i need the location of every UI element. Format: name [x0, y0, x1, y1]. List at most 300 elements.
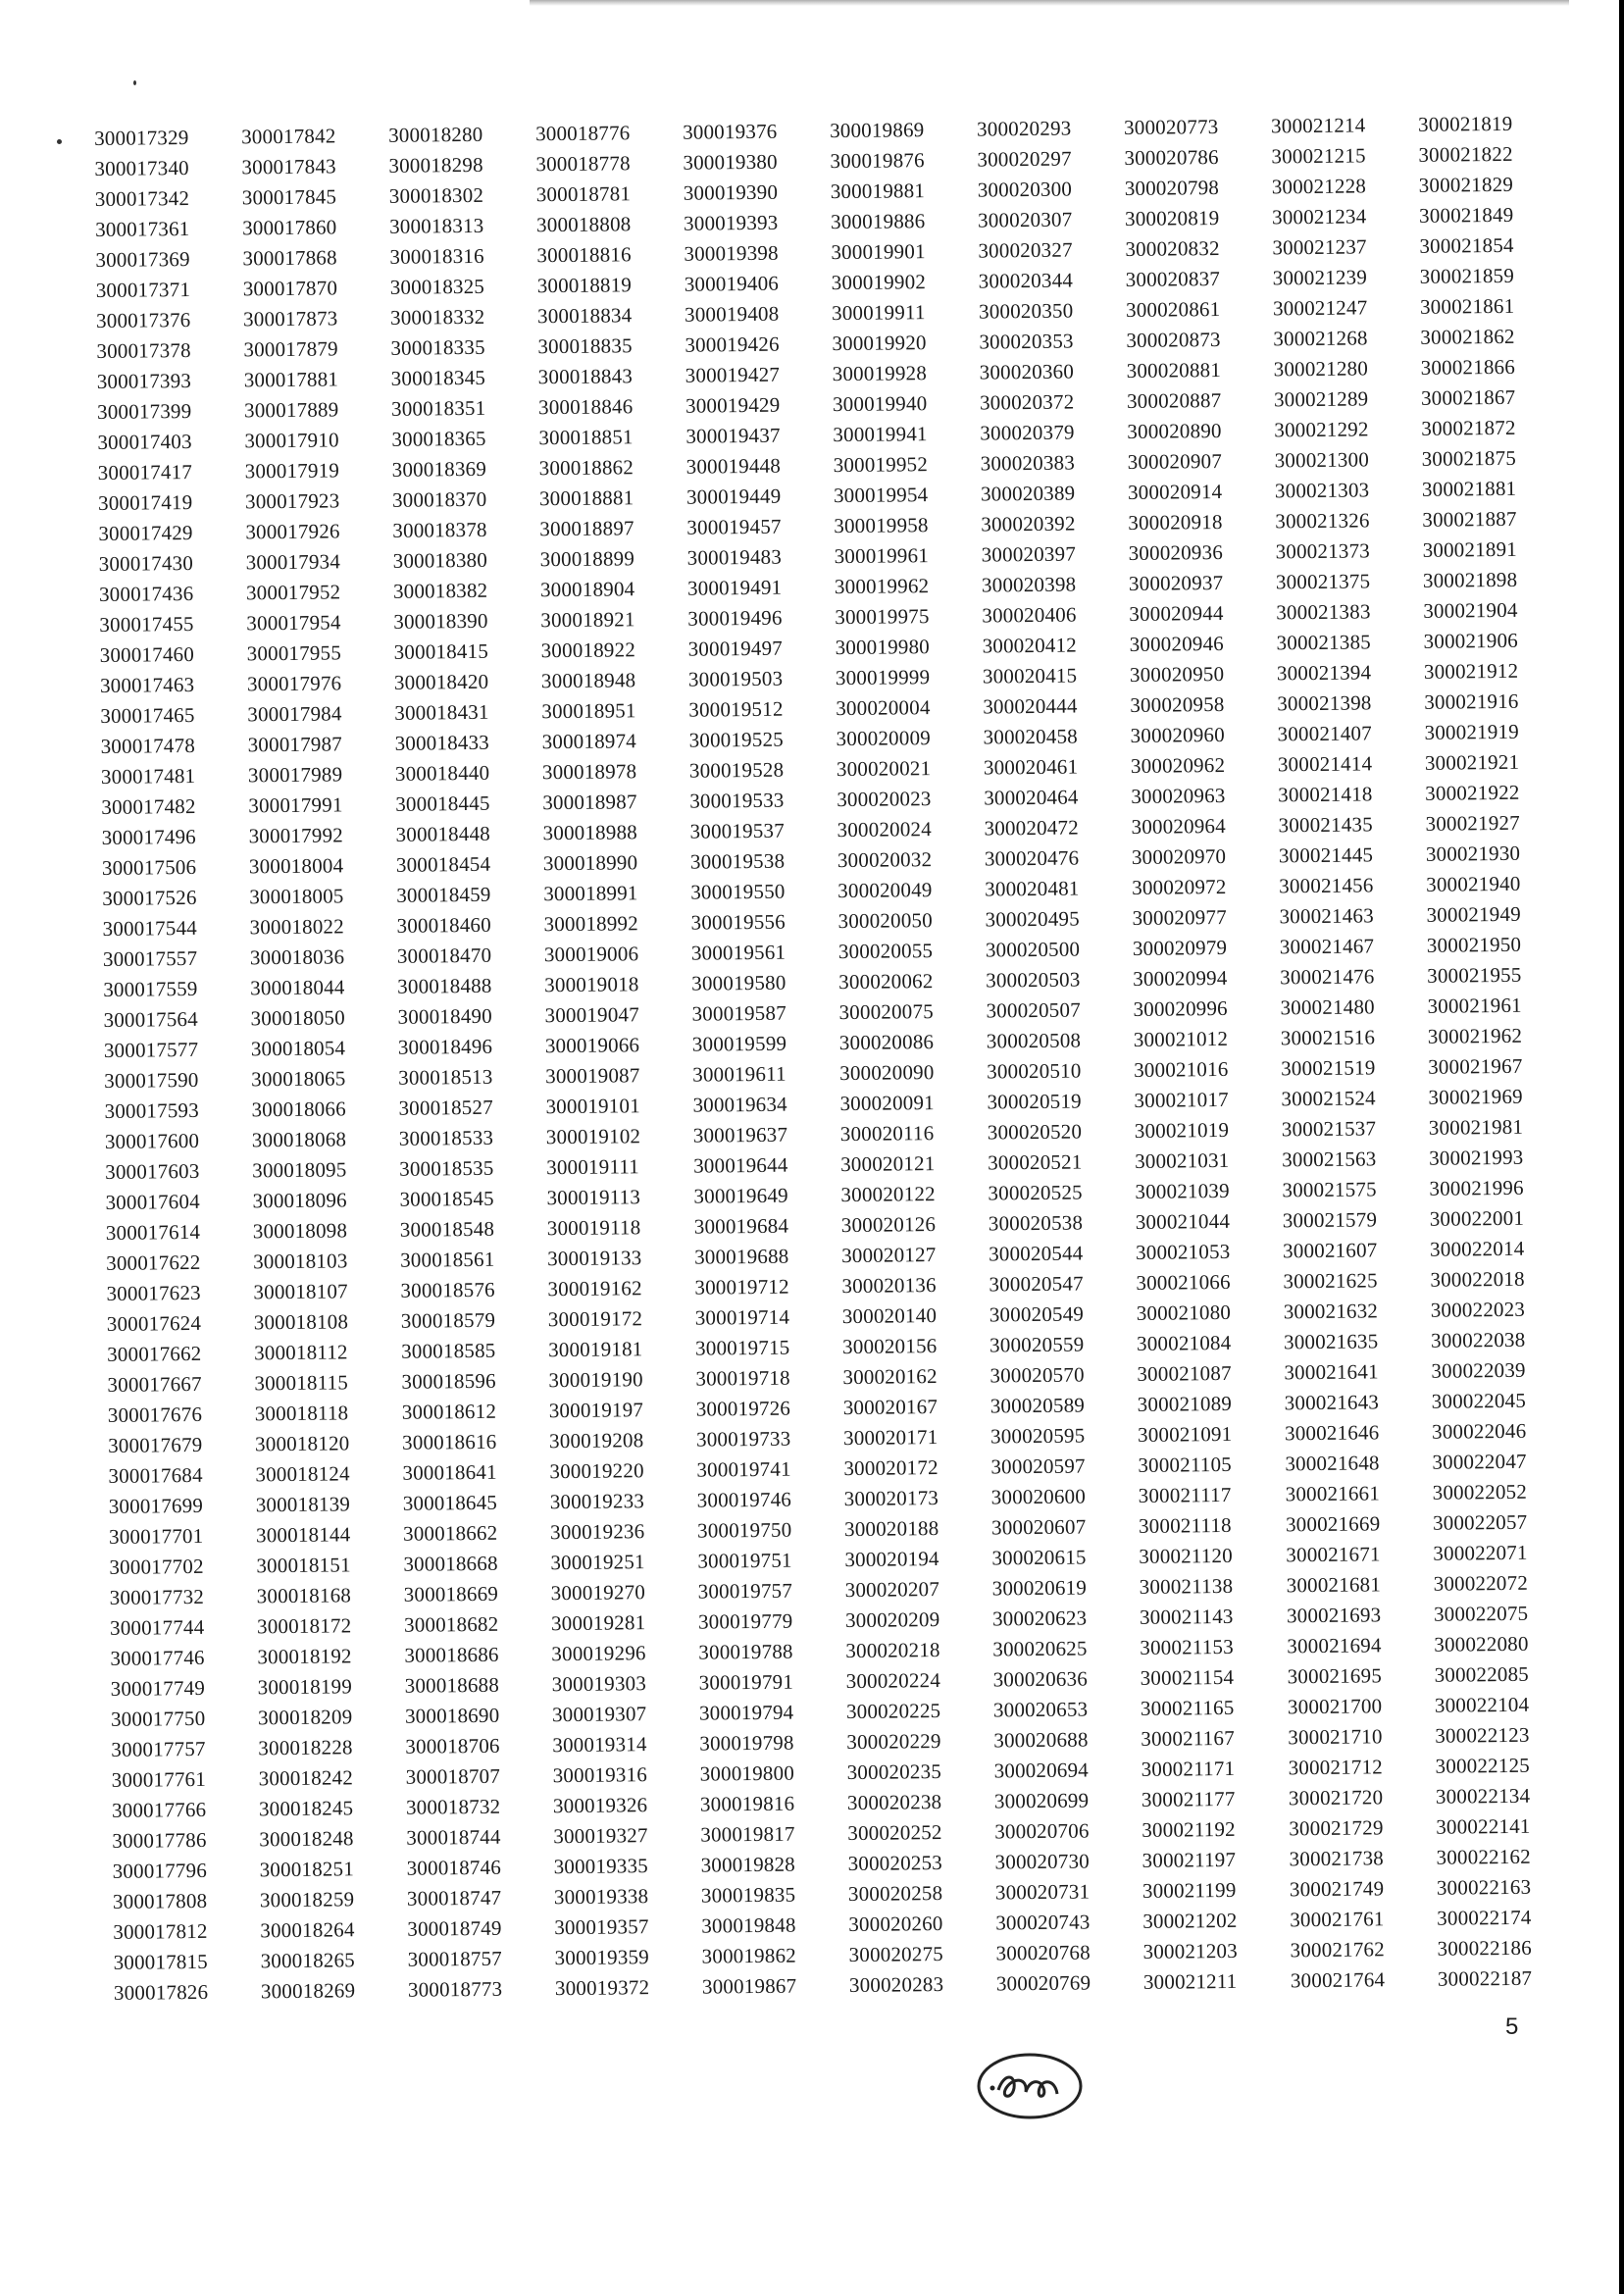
roll-number-cell: 300021197 — [1142, 1847, 1237, 1872]
roll-number-cell: 300020996 — [1133, 995, 1228, 1021]
roll-number-cell: 300020887 — [1126, 387, 1222, 413]
roll-number-cell: 300019066 — [544, 1033, 640, 1058]
roll-number-cell: 300021712 — [1288, 1755, 1384, 1780]
roll-number-cell: 300017992 — [248, 823, 344, 848]
roll-number-cell: 300021887 — [1422, 506, 1517, 532]
roll-number-cell: 300021537 — [1281, 1116, 1377, 1142]
roll-number-cell: 300020972 — [1132, 874, 1227, 899]
roll-number-cell: 300019958 — [834, 513, 929, 538]
roll-number-cell: 300019497 — [687, 636, 784, 661]
roll-number-cell: 300017991 — [248, 792, 343, 818]
roll-number-cell: 300018269 — [260, 1978, 356, 2004]
roll-number-cell: 300021211 — [1142, 1968, 1238, 1994]
roll-number-cell: 300020946 — [1129, 631, 1225, 656]
roll-number-cell: 300018744 — [406, 1824, 501, 1850]
roll-number-cell: 300019886 — [830, 209, 926, 234]
roll-number-cell: 300020819 — [1124, 205, 1220, 230]
roll-number-cell: 300020625 — [992, 1636, 1088, 1661]
roll-number-cell: 300018420 — [393, 669, 489, 694]
roll-number-cell: 300021407 — [1277, 721, 1373, 746]
roll-number-cell: 300020597 — [990, 1453, 1086, 1479]
roll-number-cell: 300017746 — [110, 1645, 205, 1670]
roll-number-cell: 300022038 — [1430, 1327, 1526, 1352]
roll-number-cell: 300017369 — [95, 246, 190, 272]
roll-number-cell: 300022085 — [1434, 1661, 1530, 1687]
roll-number-cell: 300020472 — [984, 815, 1080, 841]
roll-number-cell: 300017662 — [107, 1341, 202, 1366]
roll-number-cell: 300018022 — [249, 914, 345, 940]
roll-number-cell: 300021117 — [1138, 1482, 1232, 1507]
roll-number-cell: 300018948 — [540, 668, 636, 693]
roll-number-cell: 300019954 — [833, 483, 929, 508]
table-column — [94, 122, 261, 2008]
roll-number-cell: 300020116 — [839, 1121, 935, 1147]
roll-number-cell: 300020021 — [836, 756, 932, 782]
roll-number-cell: 300019611 — [692, 1061, 787, 1087]
roll-number-cell: 300018251 — [259, 1857, 355, 1882]
roll-number-cell: 300021480 — [1280, 994, 1375, 1020]
roll-number-cell: 300021031 — [1135, 1147, 1230, 1173]
roll-number-cell: 300020769 — [995, 1970, 1091, 1996]
roll-number-cell: 300020706 — [994, 1818, 1090, 1844]
roll-number-cell: 300017371 — [95, 277, 191, 302]
roll-number-cell: 300022174 — [1437, 1905, 1532, 1930]
roll-number-cell: 300019644 — [693, 1152, 788, 1178]
roll-number-cell: 300020260 — [848, 1912, 943, 1937]
roll-number-cell: 300018365 — [391, 426, 486, 451]
roll-number-cell: 300020075 — [838, 999, 934, 1025]
roll-number-cell: 300017393 — [96, 368, 192, 393]
roll-number-cell: 300020156 — [841, 1334, 938, 1359]
roll-number-cell: 300017879 — [243, 336, 338, 362]
roll-number-cell: 300017926 — [245, 519, 340, 544]
roll-number-cell: 300018470 — [396, 943, 492, 968]
roll-number-cell: 300019118 — [546, 1215, 641, 1241]
roll-number-cell: 300018561 — [400, 1247, 495, 1272]
roll-number-cell: 300017455 — [99, 611, 194, 637]
roll-number-cell: 300019788 — [698, 1639, 793, 1664]
roll-number-cell: 300018616 — [401, 1429, 497, 1454]
roll-number-cell: 300021524 — [1281, 1086, 1376, 1111]
roll-number-cell: 300020049 — [837, 878, 933, 903]
roll-number-cell: 300020615 — [991, 1545, 1087, 1570]
roll-number-cell: 300017955 — [246, 640, 342, 666]
roll-number-cell: 300021906 — [1423, 628, 1519, 653]
roll-number-cell: 300020188 — [843, 1516, 939, 1542]
roll-number-cell: 300019006 — [543, 942, 639, 967]
roll-number-cell: 300020549 — [989, 1301, 1085, 1327]
roll-number-cell: 300020773 — [1123, 114, 1219, 140]
roll-number-cell: 300019296 — [551, 1641, 646, 1666]
roll-number-cell: 300021930 — [1425, 841, 1521, 866]
roll-number-cell: 300020389 — [980, 481, 1076, 506]
roll-number-cell: 300019901 — [831, 239, 926, 265]
roll-number-cell: 300019999 — [835, 665, 931, 690]
roll-number-cell: 300018302 — [388, 182, 484, 208]
roll-number-cell: 300018098 — [252, 1218, 348, 1244]
roll-number-cell: 300017796 — [112, 1858, 208, 1883]
roll-number-cell: 300020970 — [1131, 843, 1227, 869]
roll-number-cell: 300019817 — [700, 1821, 795, 1847]
roll-number-cell: 300018862 — [538, 455, 634, 481]
roll-number-cell: 300017590 — [104, 1067, 199, 1093]
roll-number-cell: 300018144 — [255, 1522, 351, 1548]
roll-number-cell: 300022052 — [1432, 1479, 1528, 1504]
roll-number-cell: 300021066 — [1136, 1269, 1231, 1295]
roll-number-cell: 300018107 — [253, 1279, 348, 1304]
roll-number-cell: 300021153 — [1140, 1634, 1234, 1659]
roll-number-cell: 300019496 — [687, 605, 783, 631]
roll-number-cell: 300021292 — [1274, 417, 1369, 442]
roll-number-cell: 300018834 — [536, 303, 633, 329]
roll-number-cell: 300019393 — [683, 210, 779, 235]
roll-number-cell: 300022187 — [1437, 1965, 1533, 1991]
roll-number-cell: 300017815 — [113, 1949, 209, 1974]
roll-number-cell: 300021762 — [1290, 1937, 1386, 1963]
roll-number-cell: 300019457 — [686, 514, 782, 539]
roll-number-cell: 300018612 — [401, 1399, 497, 1424]
roll-number-cell: 300017624 — [106, 1310, 202, 1336]
roll-number-cell: 300021891 — [1422, 536, 1518, 562]
roll-number-cell: 300019491 — [686, 575, 783, 600]
roll-number-cell: 300018120 — [254, 1431, 350, 1456]
roll-number-cell: 300022047 — [1432, 1449, 1527, 1474]
roll-number-cell: 300021215 — [1271, 143, 1366, 169]
roll-number-cell: 300021819 — [1417, 111, 1513, 136]
roll-number-cell: 300019326 — [552, 1793, 648, 1818]
roll-number-cell: 300021398 — [1277, 690, 1372, 716]
roll-number-cell: 300020653 — [992, 1697, 1089, 1722]
roll-number-cell: 300019561 — [690, 940, 787, 965]
roll-number-cell: 300021080 — [1136, 1300, 1232, 1325]
roll-number-cell: 300022045 — [1431, 1388, 1527, 1413]
roll-number-cell: 300017481 — [100, 763, 196, 789]
roll-number-cell: 300018749 — [407, 1915, 502, 1941]
roll-number-cell: 300018065 — [251, 1066, 346, 1092]
roll-number-cell: 300017826 — [113, 1979, 209, 2005]
roll-number-cell: 300020464 — [984, 785, 1079, 810]
roll-number-cell: 300019800 — [699, 1760, 795, 1786]
roll-number-cell: 300021247 — [1272, 295, 1368, 321]
roll-number-cell: 300020383 — [980, 450, 1076, 476]
roll-number-cell: 300018151 — [256, 1553, 351, 1578]
roll-number-cell: 300019047 — [544, 1002, 639, 1028]
roll-number-cell: 300021648 — [1285, 1451, 1380, 1476]
roll-number-cell: 300021829 — [1418, 172, 1514, 197]
roll-number-cell: 300018781 — [535, 181, 632, 207]
roll-number-cell: 300020937 — [1128, 570, 1224, 595]
table-column — [388, 119, 555, 2005]
roll-number-cell: 300017873 — [242, 306, 338, 331]
roll-number-cell: 300021669 — [1285, 1511, 1381, 1537]
roll-number-cell: 300017436 — [98, 581, 194, 606]
roll-number-cell: 300020392 — [981, 511, 1076, 536]
roll-number-cell: 300018118 — [254, 1401, 349, 1426]
roll-number-cell: 300022075 — [1433, 1601, 1529, 1626]
roll-number-cell: 300021967 — [1428, 1053, 1523, 1079]
roll-number-cell: 300021234 — [1271, 204, 1367, 229]
roll-number-cell: 300021017 — [1134, 1087, 1229, 1112]
roll-number-cell: 300020936 — [1128, 539, 1224, 565]
roll-number-cell: 300017954 — [246, 610, 341, 636]
roll-number-cell: 300017702 — [109, 1554, 204, 1579]
roll-number-cell: 300020307 — [977, 207, 1073, 232]
roll-number-cell: 300017430 — [98, 550, 194, 576]
roll-number-cell: 300018068 — [251, 1127, 347, 1152]
roll-number-cell: 300018332 — [389, 304, 485, 330]
roll-number-cell: 300019741 — [696, 1456, 791, 1482]
roll-number-cell: 300020004 — [836, 695, 931, 721]
roll-number-cell: 300021171 — [1141, 1756, 1236, 1781]
roll-number-cell: 300018645 — [402, 1490, 498, 1515]
roll-number-cell: 300017478 — [100, 733, 196, 758]
roll-number-cell: 300021854 — [1419, 232, 1514, 258]
table-column — [683, 116, 849, 2002]
roll-number-cell: 300020979 — [1132, 935, 1228, 960]
roll-number-cell: 300020881 — [1126, 357, 1222, 382]
roll-number-cell: 300020224 — [845, 1668, 941, 1694]
roll-number-cell: 300021300 — [1274, 447, 1370, 473]
roll-number-cell: 300020360 — [979, 359, 1075, 384]
roll-number-cell: 300018987 — [542, 790, 637, 815]
roll-number-cell: 300021729 — [1289, 1815, 1384, 1841]
roll-number-cell: 300020873 — [1126, 327, 1221, 352]
roll-number-cell: 300019941 — [833, 422, 928, 447]
roll-number-cell: 300020252 — [847, 1820, 942, 1846]
roll-number-cell: 300020207 — [844, 1577, 940, 1603]
roll-number-cell: 300018370 — [391, 486, 487, 512]
roll-number-cell: 300020032 — [837, 847, 933, 873]
roll-number-cell: 300021463 — [1279, 903, 1374, 929]
roll-number-cell: 300017600 — [104, 1128, 200, 1153]
roll-number-cell: 300017593 — [104, 1097, 199, 1123]
roll-number-cell: 300021228 — [1271, 174, 1367, 199]
roll-number-cell: 300019018 — [544, 972, 639, 997]
signature-stamp-icon — [971, 2045, 1087, 2123]
roll-number-cell: 300018488 — [397, 973, 492, 998]
roll-number-cell: 300017603 — [105, 1158, 200, 1184]
roll-number-cell: 300017889 — [243, 397, 339, 423]
stray-mark — [133, 80, 136, 85]
roll-number-cell: 300019437 — [685, 423, 781, 448]
roll-number-cell: 300019236 — [549, 1519, 645, 1545]
roll-number-cell: 300021700 — [1287, 1694, 1383, 1719]
roll-number-cell: 300020397 — [981, 541, 1077, 567]
roll-number-cell: 300017757 — [111, 1736, 206, 1761]
roll-number-cell: 300018669 — [403, 1581, 499, 1606]
roll-number-cell: 300021904 — [1423, 597, 1518, 623]
roll-number-cell: 300019303 — [551, 1671, 647, 1697]
roll-number-cell: 300021435 — [1278, 812, 1373, 838]
roll-number-cell: 300018335 — [390, 334, 485, 360]
roll-number-cell: 300021646 — [1284, 1420, 1380, 1446]
roll-number-cell: 300018259 — [259, 1887, 355, 1912]
roll-number-cell: 300019533 — [689, 788, 785, 813]
roll-number-cell: 300020275 — [848, 1942, 944, 1967]
roll-number-cell: 300021969 — [1428, 1084, 1523, 1109]
roll-number-cell: 300021921 — [1424, 749, 1520, 775]
roll-number-cell: 300020086 — [838, 1030, 935, 1055]
roll-number-cell: 300018390 — [393, 608, 488, 634]
roll-number-cell: 300017623 — [106, 1280, 201, 1305]
roll-number-cell: 300018103 — [253, 1249, 348, 1274]
roll-number-cell: 300020218 — [845, 1638, 940, 1663]
roll-number-cell: 300017812 — [113, 1918, 208, 1944]
roll-number-cell: 300019791 — [698, 1669, 794, 1695]
roll-number-cell: 300018248 — [259, 1826, 354, 1852]
roll-number-cell: 300018682 — [403, 1611, 499, 1637]
roll-number-cell: 300021154 — [1140, 1664, 1235, 1690]
roll-number-cell: 300020907 — [1127, 448, 1223, 474]
roll-number-cell: 300020520 — [987, 1119, 1083, 1145]
roll-number-cell: 300021199 — [1142, 1877, 1237, 1903]
roll-number-cell: 300021467 — [1279, 934, 1375, 959]
roll-number-cell: 300020964 — [1131, 813, 1226, 839]
roll-number-cell: 300020914 — [1127, 479, 1223, 504]
roll-number-cell: 300018378 — [392, 517, 487, 542]
roll-number-cell: 300019835 — [700, 1882, 796, 1908]
roll-number-cell: 300020090 — [839, 1060, 935, 1086]
roll-number-cell: 300017701 — [108, 1523, 204, 1549]
roll-number-cell: 300020297 — [977, 146, 1072, 172]
roll-number-cell: 300022134 — [1435, 1783, 1531, 1809]
roll-number-cell: 300021710 — [1288, 1724, 1383, 1750]
roll-number-cell: 300018846 — [537, 394, 634, 420]
roll-number-cell: 300021764 — [1290, 1967, 1386, 1993]
roll-number-cell: 300017329 — [94, 125, 189, 150]
table-column — [977, 113, 1143, 1999]
roll-number-cell: 300020235 — [846, 1759, 942, 1785]
roll-number-cell: 300020009 — [836, 726, 932, 751]
roll-number-cell: 300017860 — [241, 215, 337, 240]
roll-number-cell: 300019556 — [690, 909, 786, 935]
roll-number-cell: 300021476 — [1280, 964, 1375, 990]
roll-number-cell: 300020412 — [982, 633, 1078, 658]
roll-number-cell: 300018688 — [404, 1672, 500, 1698]
roll-number-cell: 300019649 — [693, 1183, 788, 1208]
roll-number-cell: 300020023 — [837, 787, 932, 812]
roll-number-cell: 300018005 — [249, 884, 344, 909]
roll-number-cell: 300019181 — [547, 1337, 643, 1362]
roll-number-cell: 300020050 — [837, 908, 933, 934]
roll-number-cell: 300018596 — [401, 1368, 496, 1394]
roll-number-cell: 300021950 — [1426, 932, 1522, 957]
roll-number-cell: 300017460 — [99, 641, 195, 667]
roll-number-cell: 300021118 — [1138, 1512, 1232, 1538]
roll-number-cell: 300020495 — [985, 906, 1080, 932]
roll-number-cell: 300021822 — [1418, 141, 1513, 167]
roll-number-cell: 300020730 — [994, 1849, 1091, 1874]
roll-number-cell: 300018112 — [254, 1340, 348, 1365]
roll-number-cell: 300018431 — [394, 699, 489, 725]
roll-number-cell: 300018209 — [257, 1705, 353, 1730]
roll-number-cell: 300019714 — [694, 1304, 790, 1330]
roll-number-cell: 300020731 — [994, 1879, 1091, 1905]
roll-number-cell: 300017679 — [107, 1432, 203, 1457]
roll-number-cell: 300020091 — [839, 1091, 935, 1116]
roll-number-cell: 300017378 — [96, 337, 191, 363]
roll-number-cell: 300017403 — [97, 429, 192, 454]
roll-number-cell: 300021091 — [1137, 1421, 1233, 1447]
roll-number-cell: 300021177 — [1141, 1786, 1236, 1811]
roll-number-cell: 300018228 — [258, 1735, 353, 1760]
roll-number-cell: 300019637 — [692, 1122, 788, 1147]
roll-number-cell: 300020963 — [1131, 783, 1226, 808]
roll-number-cell: 300019376 — [682, 119, 778, 144]
roll-number-cell: 300021516 — [1280, 1025, 1376, 1050]
roll-number-cell: 300018533 — [398, 1125, 494, 1150]
roll-number-cell: 300018459 — [396, 882, 491, 907]
roll-number-cell: 300020525 — [988, 1180, 1083, 1205]
roll-number-cell: 300020595 — [990, 1423, 1086, 1449]
roll-number-cell: 300022163 — [1436, 1874, 1532, 1900]
roll-number-cell: 300019726 — [695, 1396, 791, 1421]
roll-number-cell: 300020977 — [1132, 904, 1227, 930]
roll-number-cell: 300020798 — [1124, 175, 1220, 200]
roll-number-cell: 300021105 — [1138, 1452, 1233, 1477]
roll-number-cell: 300021563 — [1282, 1147, 1377, 1172]
roll-number-cell: 300021418 — [1278, 782, 1373, 807]
roll-number-cell: 300022080 — [1434, 1631, 1529, 1657]
roll-number-cell: 300018899 — [539, 546, 635, 572]
roll-number-cell: 300020890 — [1127, 418, 1222, 443]
roll-number-cell: 300022072 — [1433, 1570, 1529, 1596]
roll-number-cell: 300017429 — [98, 520, 193, 545]
roll-number-cell: 300018835 — [537, 333, 633, 359]
roll-number-cell: 300019429 — [685, 392, 781, 418]
roll-number-cell: 300018369 — [391, 456, 487, 482]
roll-number-cell: 300020171 — [842, 1425, 939, 1451]
roll-number-cell: 300021012 — [1133, 1026, 1229, 1051]
roll-number-cell: 300019316 — [552, 1762, 648, 1788]
roll-number-cell: 300021289 — [1273, 386, 1369, 412]
roll-number-cell: 300018448 — [395, 821, 491, 846]
roll-number-cell: 300017506 — [101, 854, 197, 880]
roll-number-cell: 300019101 — [545, 1094, 640, 1119]
roll-number-cell: 300021625 — [1283, 1268, 1378, 1294]
roll-number-cell: 300021693 — [1286, 1603, 1382, 1628]
roll-number-cell: 300020173 — [843, 1486, 939, 1511]
roll-number-cell: 300018686 — [404, 1642, 499, 1667]
roll-number-cell: 300018264 — [260, 1917, 355, 1943]
roll-number-cell: 300019975 — [835, 604, 930, 630]
roll-number-cell: 300019525 — [688, 727, 785, 752]
roll-number-cell: 300020519 — [987, 1089, 1082, 1114]
roll-number-cell: 300020694 — [993, 1758, 1090, 1783]
roll-number-cell: 300019220 — [549, 1458, 644, 1484]
roll-number-cell: 300020559 — [989, 1332, 1085, 1357]
roll-number-cell: 300017881 — [243, 367, 339, 392]
roll-number-cell: 300022125 — [1435, 1753, 1531, 1778]
roll-number-cell: 300019867 — [701, 1973, 797, 1999]
roll-number-cell: 300019113 — [546, 1185, 641, 1210]
roll-number-cell: 300018527 — [398, 1095, 493, 1120]
roll-number-cell: 300017766 — [111, 1797, 207, 1822]
roll-number-cell: 300021165 — [1140, 1695, 1235, 1720]
roll-number-cell: 300020507 — [986, 997, 1081, 1023]
roll-number-cell: 300019314 — [552, 1732, 647, 1758]
roll-number-cell: 300020167 — [842, 1395, 939, 1420]
roll-number-cell: 300020283 — [848, 1972, 944, 1998]
roll-number-cell: 300018490 — [397, 1003, 492, 1029]
roll-number-cell: 300021143 — [1139, 1604, 1234, 1629]
roll-number-cell: 300019359 — [554, 1945, 650, 1970]
roll-number-cell: 300020253 — [847, 1851, 943, 1876]
roll-number-cell: 300018454 — [395, 851, 491, 877]
roll-number-cell: 300021720 — [1288, 1785, 1384, 1810]
roll-number-cell: 300021268 — [1273, 326, 1368, 351]
roll-number-cell: 300018951 — [541, 698, 636, 724]
